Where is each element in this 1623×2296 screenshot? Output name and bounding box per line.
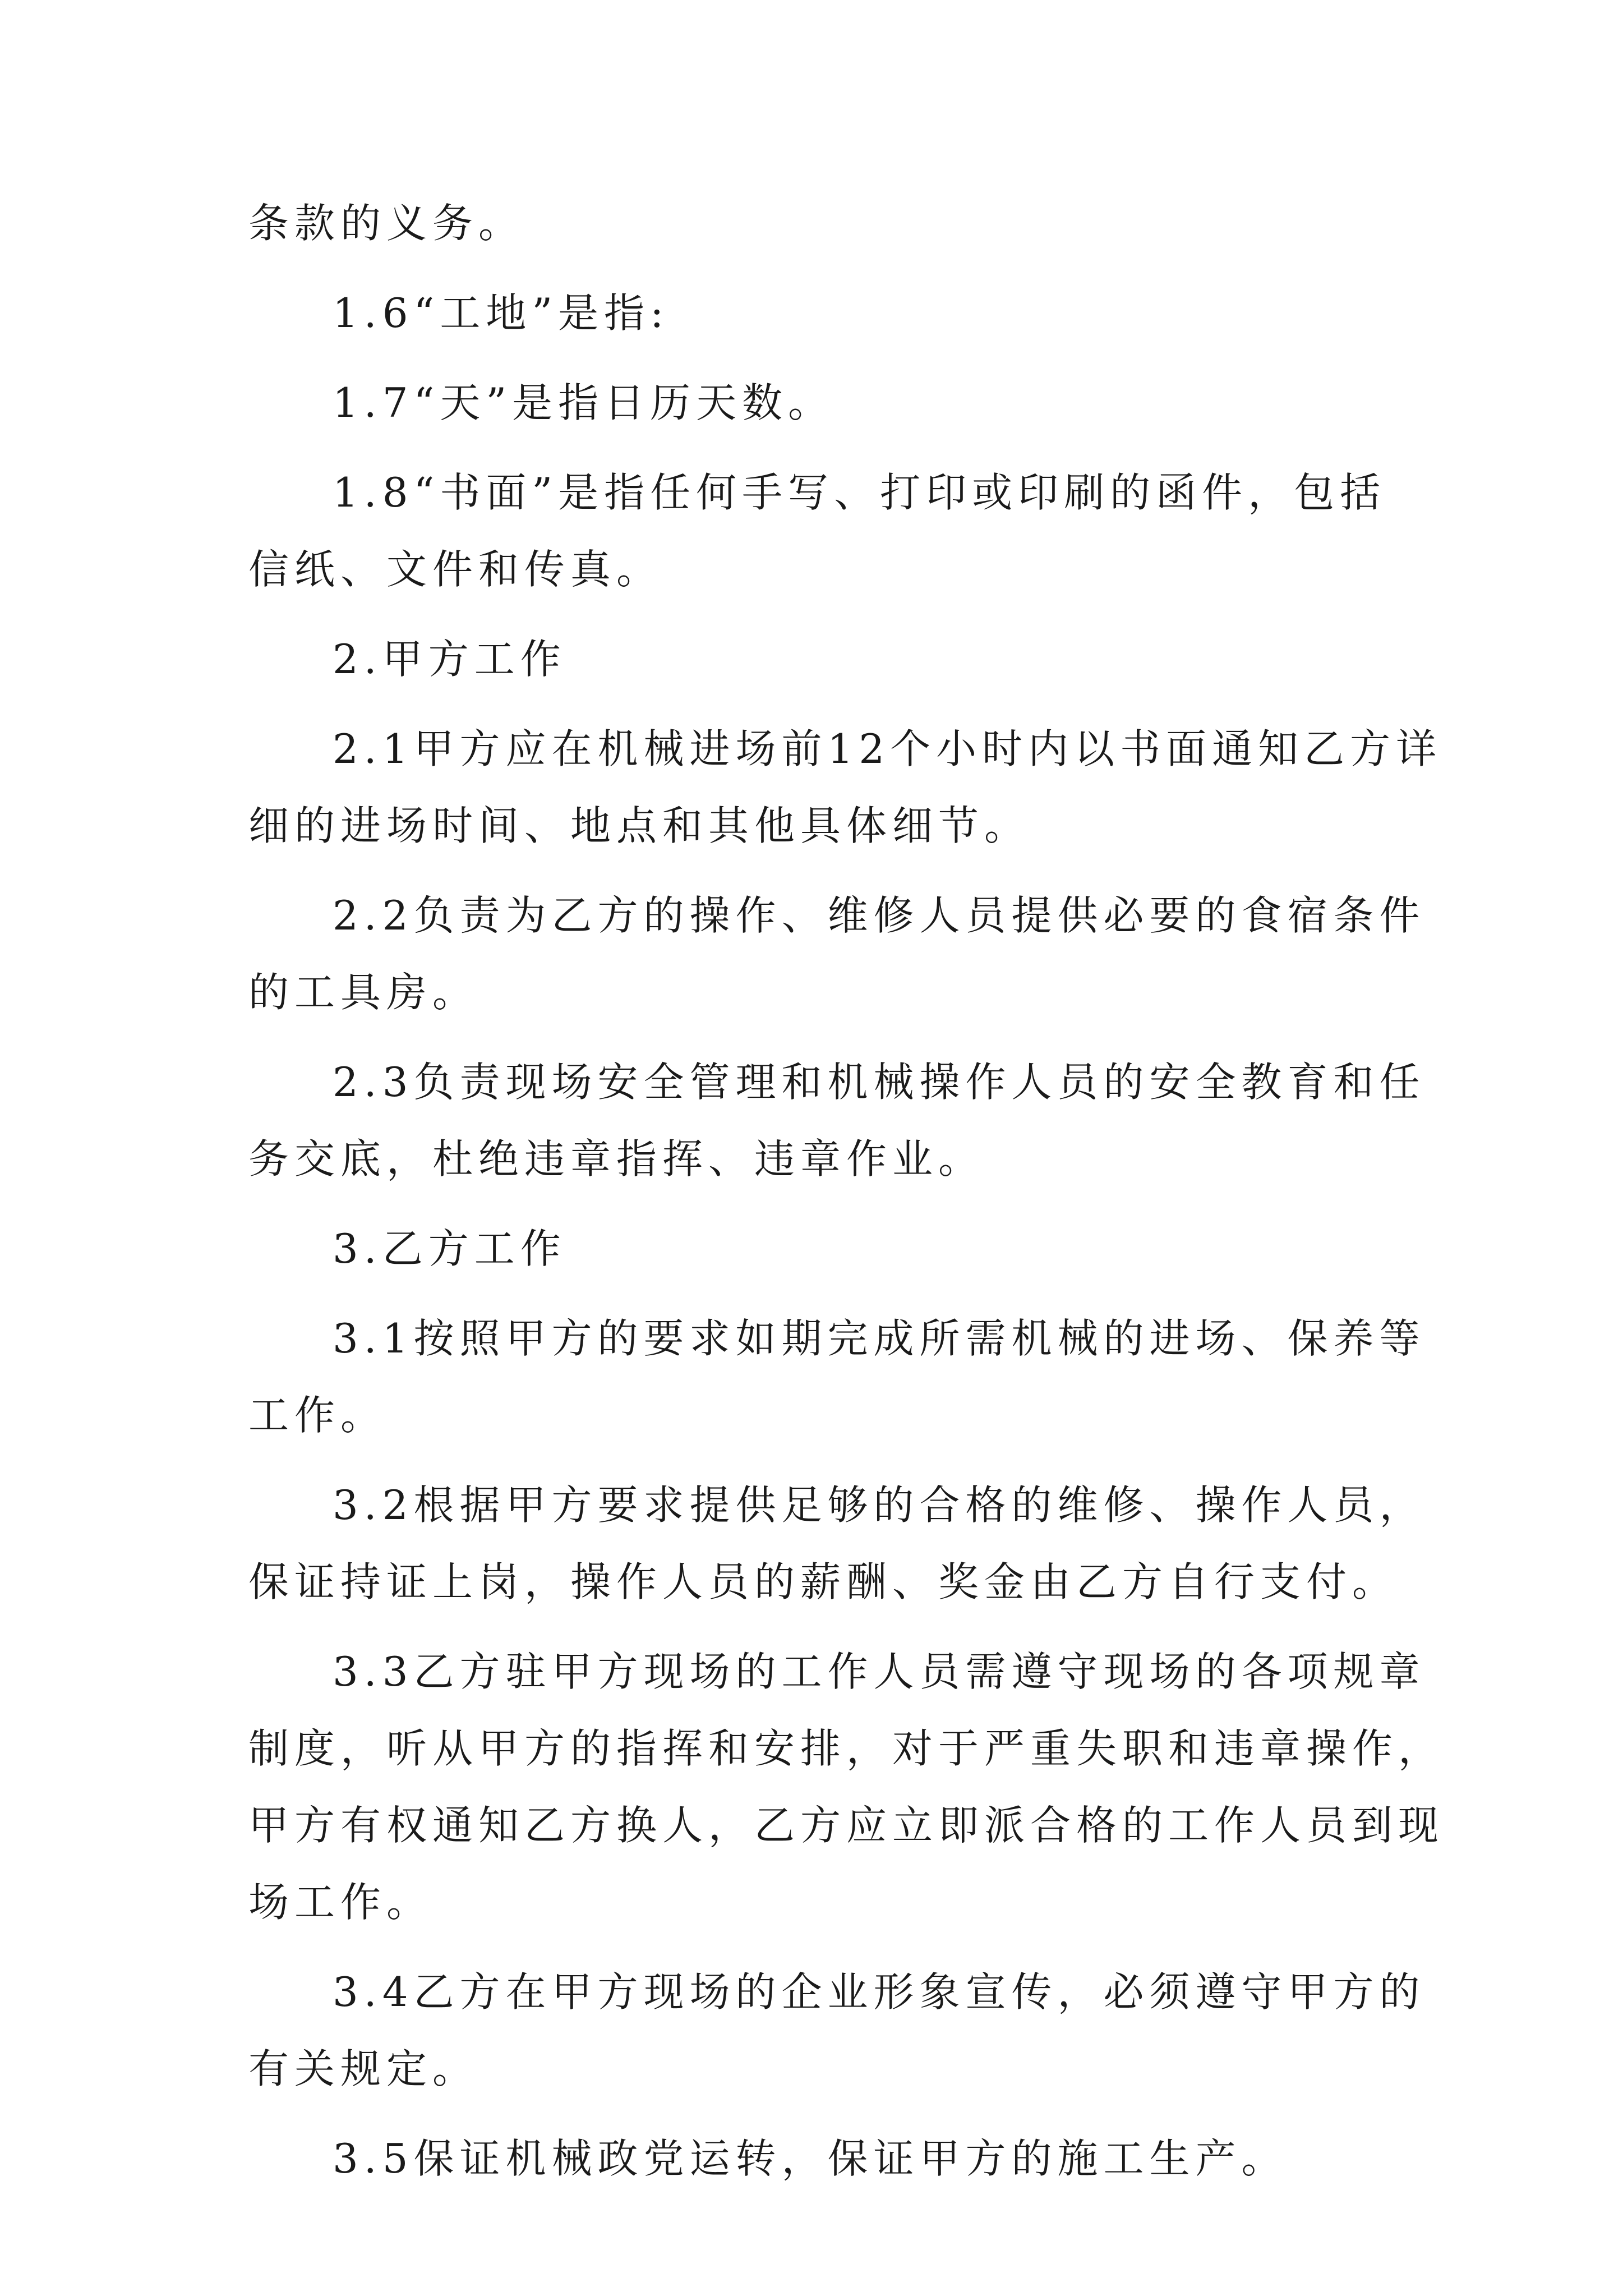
paragraph-line: 3.4乙方在甲方现场的企业形象宣传，必须遵守甲方的: [333, 1968, 1426, 2016]
paragraph-line: 1.6“工地”是指:: [333, 289, 670, 337]
paragraph-line: 3.1按照甲方的要求如期完成所需机械的进场、保养等: [333, 1315, 1426, 1362]
paragraph-line: 有关规定。: [248, 2045, 479, 2092]
paragraph-line: 2.3负责现场安全管理和机械操作人员的安全教育和任: [333, 1059, 1426, 1106]
paragraph-line: 甲方有权通知乙方换人，乙方应立即派合格的工作人员到现: [248, 1802, 1445, 1849]
paragraph-line: 务交底，杜绝违章指挥、违章作业。: [248, 1135, 985, 1182]
paragraph-line: 3.3乙方驻甲方现场的工作人员需遵守现场的各项规章: [333, 1648, 1426, 1695]
paragraph-line: 条款的义务。: [248, 200, 525, 247]
paragraph-line: 2.甲方工作: [333, 636, 566, 683]
paragraph-line: 场工作。: [248, 1879, 433, 1926]
paragraph-line: 细的进场时间、地点和其他具体细节。: [248, 802, 1031, 849]
paragraph-line: 的工具房。: [248, 969, 479, 1016]
paragraph-line: 2.1甲方应在机械进场前12个小时内以书面通知乙方详: [333, 725, 1442, 772]
paragraph-line: 制度，听从甲方的指挥和安排，对于严重失职和违章操作，: [248, 1725, 1445, 1772]
paragraph-line: 3.乙方工作: [333, 1225, 566, 1272]
paragraph-line: 2.2负责为乙方的操作、维修人员提供必要的食宿条件: [333, 892, 1426, 939]
paragraph-line: 3.2根据甲方要求提供足够的合格的维修、操作人员，: [333, 1481, 1426, 1529]
paragraph-line: 1.8“书面”是指任何手写、打印或印刷的函件，包括: [333, 469, 1386, 516]
paragraph-line: 信纸、文件和传真。: [248, 546, 663, 593]
paragraph-line: 3.5保证机械政党运转，保证甲方的施工生产。: [333, 2135, 1288, 2182]
paragraph-line: 工作。: [248, 1392, 387, 1439]
paragraph-line: 保证持证上岗，操作人员的薪酬、奖金由乙方自行支付。: [248, 1558, 1399, 1605]
paragraph-line: 1.7“天”是指日历天数。: [333, 379, 834, 426]
